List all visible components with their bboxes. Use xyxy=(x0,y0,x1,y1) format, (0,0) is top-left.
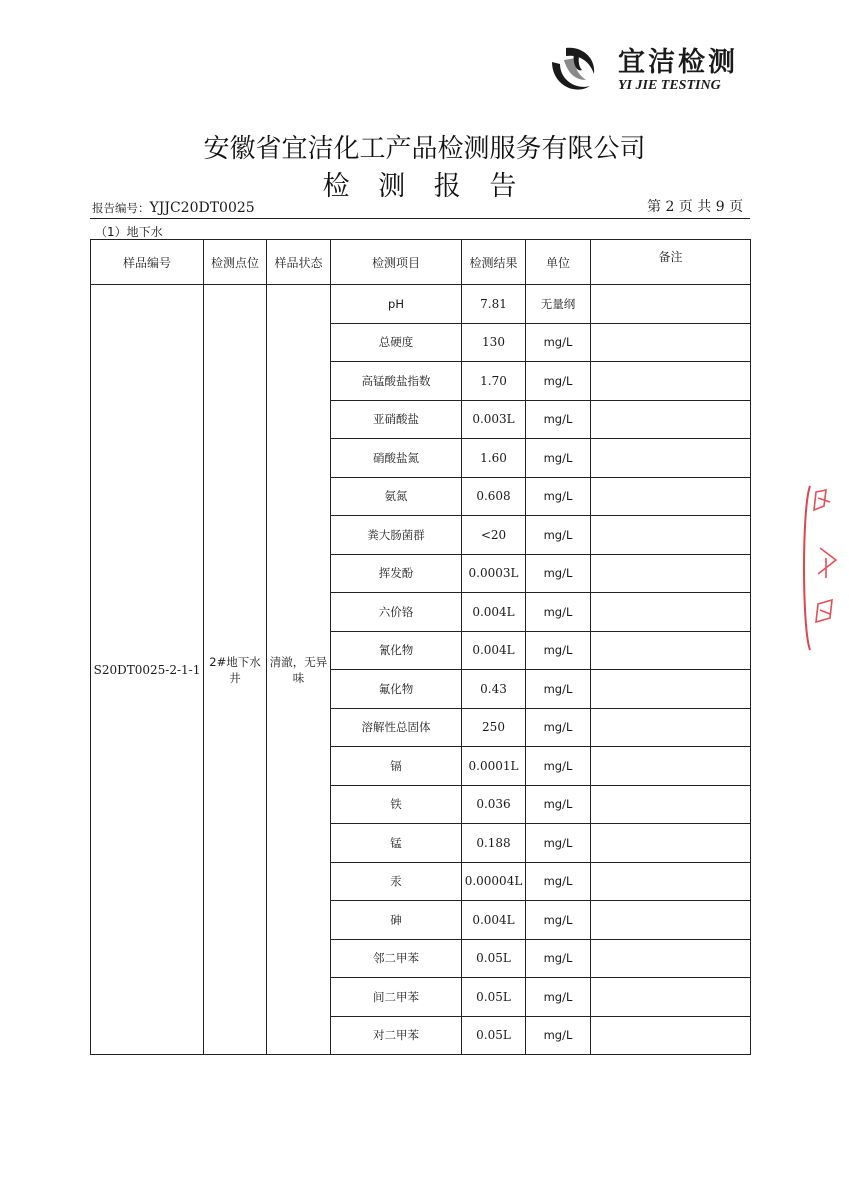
note-cell xyxy=(591,747,751,786)
result-cell: 0.00004L xyxy=(462,862,526,901)
page-number: 第 2 页 共 9 页 xyxy=(647,199,744,215)
result-cell: 0.004L xyxy=(462,631,526,670)
item-cell: 镉 xyxy=(331,747,462,786)
note-cell xyxy=(591,862,751,901)
header-location: 检测点位 xyxy=(204,240,267,285)
item-cell: 氨氮 xyxy=(331,477,462,516)
unit-cell: mg/L xyxy=(526,862,591,901)
item-cell: 氰化物 xyxy=(331,631,462,670)
note-cell xyxy=(591,631,751,670)
note-cell xyxy=(591,593,751,632)
result-cell: 250 xyxy=(462,708,526,747)
note-cell xyxy=(591,939,751,978)
table-row xyxy=(91,285,751,324)
state-cell: 清澈，无异味 xyxy=(267,285,331,1055)
item-cell: 总硬度 xyxy=(331,323,462,362)
result-cell: 0.004L xyxy=(462,901,526,940)
result-cell: 0.003L xyxy=(462,400,526,439)
header-note: 备注 xyxy=(591,240,751,285)
unit-cell: mg/L xyxy=(526,1016,591,1055)
note-cell xyxy=(591,708,751,747)
result-cell: 1.70 xyxy=(462,362,526,401)
item-cell: 邻二甲苯 xyxy=(331,939,462,978)
item-cell: 粪大肠菌群 xyxy=(331,516,462,555)
result-cell: 0.05L xyxy=(462,978,526,1017)
result-cell: 0.05L xyxy=(462,939,526,978)
company-name: 安徽省宜洁化工产品检测服务有限公司 xyxy=(203,134,646,164)
header-sample-id: 样品编号 xyxy=(91,240,204,285)
item-cell: 对二甲苯 xyxy=(331,1016,462,1055)
unit-cell: 无量纲 xyxy=(526,285,591,324)
unit-cell: mg/L xyxy=(526,516,591,555)
unit-cell: mg/L xyxy=(526,439,591,478)
header-unit: 单位 xyxy=(526,240,591,285)
item-cell: 亚硝酸盐 xyxy=(331,400,462,439)
result-cell: 1.60 xyxy=(462,439,526,478)
note-cell xyxy=(591,670,751,709)
note-cell xyxy=(591,785,751,824)
yijie-logo-icon xyxy=(546,40,604,98)
result-cell: 7.81 xyxy=(462,285,526,324)
result-cell: 0.43 xyxy=(462,670,526,709)
note-cell xyxy=(591,285,751,324)
unit-cell: mg/L xyxy=(526,978,591,1017)
result-cell: 0.004L xyxy=(462,593,526,632)
unit-cell: mg/L xyxy=(526,593,591,632)
unit-cell: mg/L xyxy=(526,477,591,516)
report-number-value: YJJC20DT0025 xyxy=(149,200,255,216)
unit-cell: mg/L xyxy=(526,323,591,362)
result-cell: <20 xyxy=(462,516,526,555)
company-logo xyxy=(546,40,766,110)
result-cell: 0.608 xyxy=(462,477,526,516)
header-divider xyxy=(90,218,750,219)
table-header-row xyxy=(91,240,751,285)
note-cell xyxy=(591,362,751,401)
unit-cell: mg/L xyxy=(526,554,591,593)
item-cell: 六价铬 xyxy=(331,593,462,632)
results-table xyxy=(90,239,751,1055)
item-cell: 汞 xyxy=(331,862,462,901)
note-cell xyxy=(591,477,751,516)
report-number xyxy=(92,200,255,216)
unit-cell: mg/L xyxy=(526,901,591,940)
note-cell xyxy=(591,978,751,1017)
item-cell: 铁 xyxy=(331,785,462,824)
result-cell: 0.0003L xyxy=(462,554,526,593)
result-cell: 130 xyxy=(462,323,526,362)
result-cell: 0.188 xyxy=(462,824,526,863)
sample-id-cell: S20DT0025-2-1-1 xyxy=(91,285,204,1055)
location-cell: 2#地下水井 xyxy=(204,285,267,1055)
unit-cell: mg/L xyxy=(526,708,591,747)
section-heading: （1）地下水 xyxy=(95,225,163,239)
item-cell: 硝酸盐氮 xyxy=(331,439,462,478)
note-cell xyxy=(591,901,751,940)
item-cell: 溶解性总固体 xyxy=(331,708,462,747)
result-cell: 0.036 xyxy=(462,785,526,824)
unit-cell: mg/L xyxy=(526,670,591,709)
note-cell xyxy=(591,516,751,555)
unit-cell: mg/L xyxy=(526,631,591,670)
item-cell: 高锰酸盐指数 xyxy=(331,362,462,401)
header-result: 检测结果 xyxy=(462,240,526,285)
result-cell: 0.05L xyxy=(462,1016,526,1055)
logo-english-name: YI JIE TESTING xyxy=(618,78,721,93)
note-cell xyxy=(591,400,751,439)
red-seal-stamp xyxy=(796,478,849,658)
item-cell: 砷 xyxy=(331,901,462,940)
unit-cell: mg/L xyxy=(526,939,591,978)
unit-cell: mg/L xyxy=(526,785,591,824)
item-cell: 锰 xyxy=(331,824,462,863)
note-cell xyxy=(591,824,751,863)
header-item: 检测项目 xyxy=(331,240,462,285)
unit-cell: mg/L xyxy=(526,362,591,401)
unit-cell: mg/L xyxy=(526,824,591,863)
note-cell xyxy=(591,439,751,478)
note-cell xyxy=(591,554,751,593)
note-cell xyxy=(591,323,751,362)
report-number-label: 报告编号： xyxy=(92,201,150,215)
report-title: 检 测 报 告 xyxy=(322,171,527,202)
header-state: 样品状态 xyxy=(267,240,331,285)
item-cell: pH xyxy=(331,285,462,324)
unit-cell: mg/L xyxy=(526,400,591,439)
result-cell: 0.0001L xyxy=(462,747,526,786)
unit-cell: mg/L xyxy=(526,747,591,786)
item-cell: 间二甲苯 xyxy=(331,978,462,1017)
item-cell: 挥发酚 xyxy=(331,554,462,593)
item-cell: 氟化物 xyxy=(331,670,462,709)
logo-chinese-name: 宜洁检测 xyxy=(618,47,738,78)
note-cell xyxy=(591,1016,751,1055)
